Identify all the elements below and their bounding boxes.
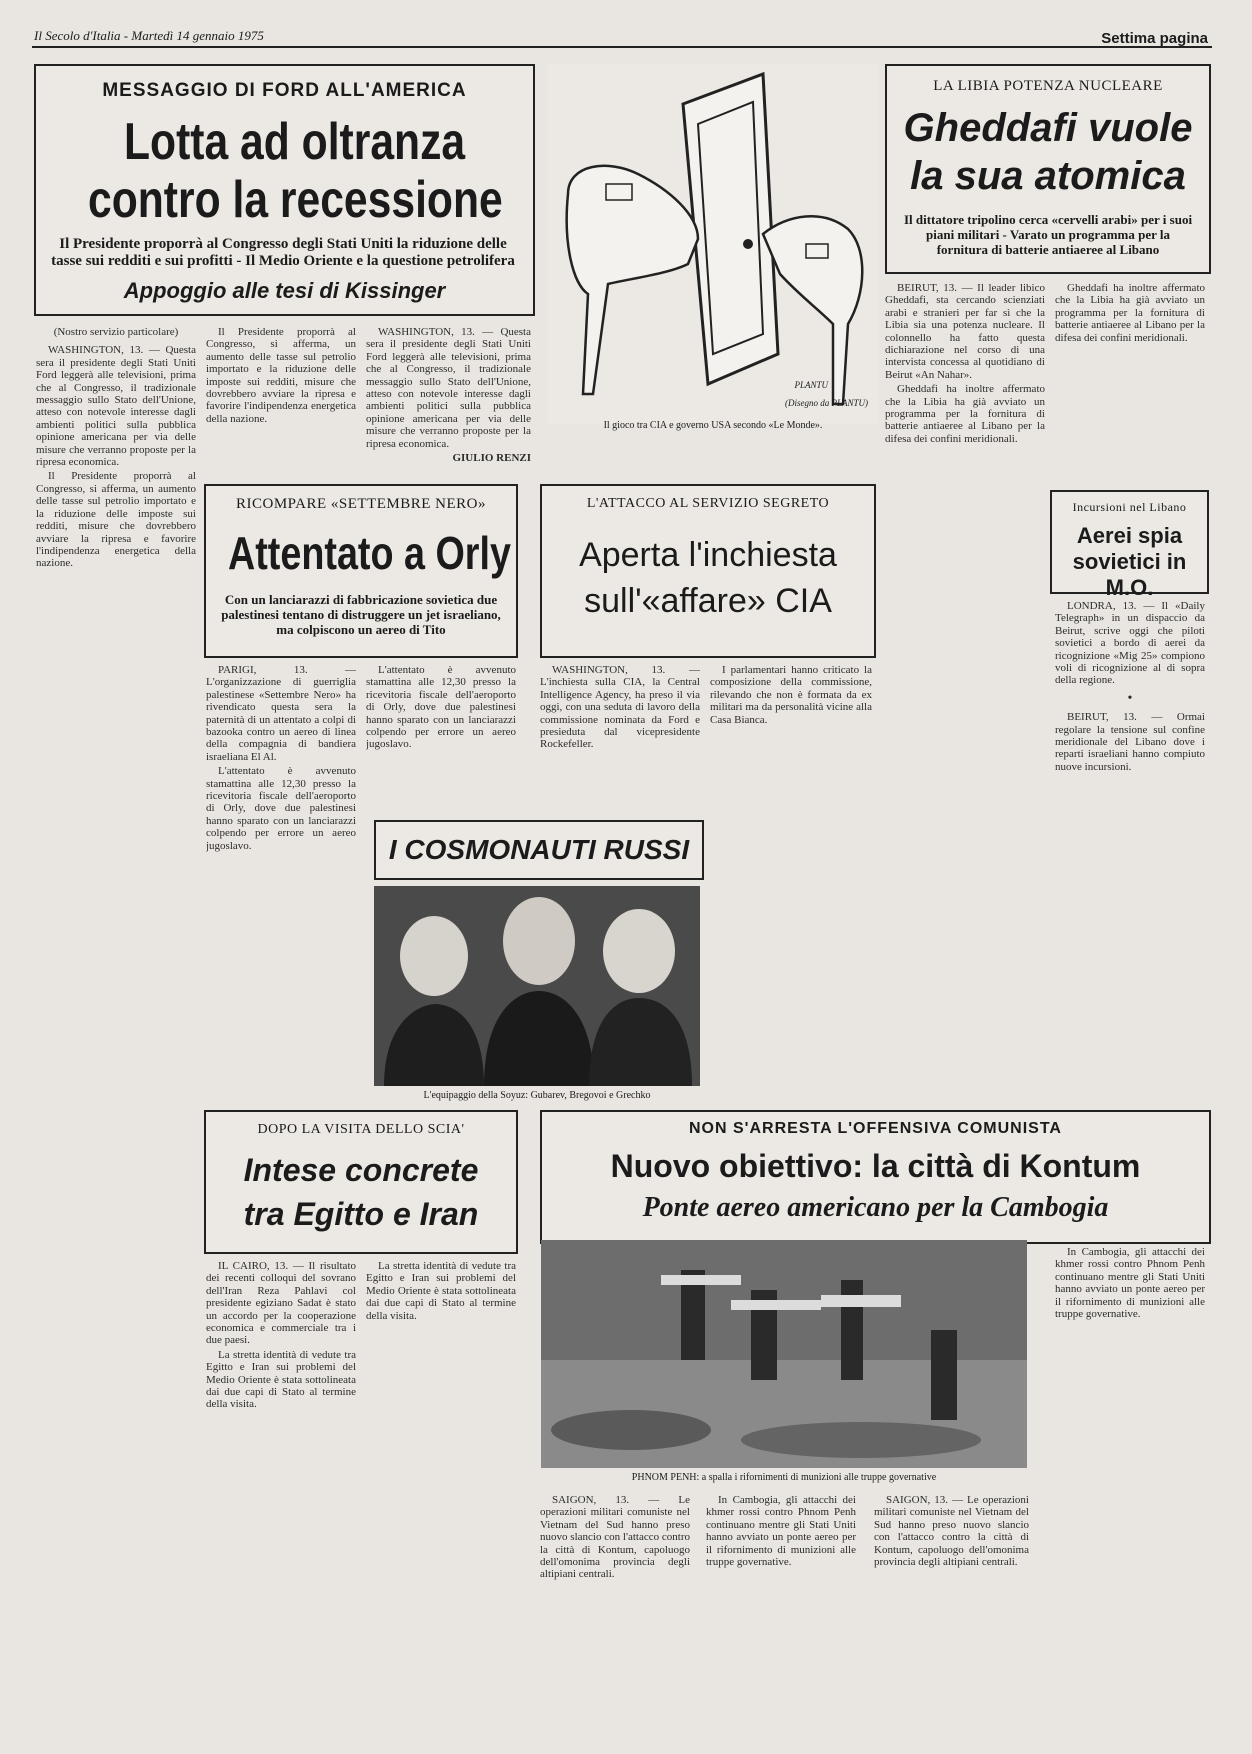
orly-headline-box [204, 484, 518, 658]
libia-headline-line2: la sua atomica [910, 154, 1186, 198]
cosmonauti-photo [374, 886, 700, 1086]
scia-paragraph: IL CAIRO, 13. — Il risultato dei recenti colloqui del sovrano dell'Iran Reza Pahlavi col presidente egiziano Sadat è stato un accordo per la cooperazione economica e commerciale tra i due paesi. [206, 1260, 356, 1347]
ford-body-col2 [206, 326, 356, 466]
ford-paragraph: Il Presidente proporrà al Congresso, si afferma, un aumento delle tasse sul petrolio importato e la riduzione delle imposte sui redditi, misure che dovrebbero avviare la ripresa e favorire l'indipendenza energetica della nazione. [206, 326, 356, 425]
cia-paragraph: I parlamentari hanno criticato la composizione della commissione, rilevando che non è formata da ex militari ma da personalità vicine alla Casa Bianca. [710, 664, 872, 726]
aerei-kicker: Incursioni nel Libano [1072, 500, 1187, 514]
cia-headline-box [540, 484, 876, 658]
masthead-page-label: Settima pagina [1101, 30, 1208, 47]
scia-body-col2 [366, 1260, 516, 1700]
ford-signature: GIULIO RENZI [452, 452, 531, 465]
cia-headline-line2: sull'«affare» CIA [584, 582, 832, 620]
libia-headline-box [885, 64, 1211, 274]
cartoon-credit: (Disegno da PLANTU) [785, 398, 868, 408]
orly-headline: Attentato a Orly [228, 527, 511, 579]
scia-paragraph: La stretta identità di vedute tra Egitto e Iran sui problemi del Medio Oriente è stata sottolineata dai due capi di Stato al termine della visita. [206, 1348, 356, 1411]
ford-body-col3 [366, 326, 531, 466]
kontum-subheadline: Ponte aereo americano per la Cambogia [642, 1192, 1109, 1223]
aerei-paragraph: LONDRA, 13. — Il «Daily Telegraph» in un dispaccio da Beirut, scrive oggi che piloti sovietici a bordo di aerei da ricognizione «Mig 25» compiono voli di ricognizione al di sopra della regione. [1055, 600, 1205, 687]
kontum-photo [541, 1240, 1027, 1468]
libia-kicker: LA LIBIA POTENZA NUCLEARE [933, 78, 1163, 94]
masthead-paper-name: Il Secolo d'Italia - Martedì 14 gennaio 1975 [34, 28, 264, 43]
kontum-body-col2 [706, 1494, 856, 1704]
ford-byline: (Nostro servizio particolare) [53, 326, 179, 338]
cia-paragraph: WASHINGTON, 13. — L'inchiesta sulla CIA, la Central Intelligence Agency, ha preso il via oggi, con una seduta di lavoro della commissione nominata da Ford e presieduta dal vicepresidente Rockefeller. [540, 664, 700, 751]
aerei-paragraph: BEIRUT, 13. — Ormai regolare la tensione sul confine meridionale del Libano dove i reparti israeliani hanno compiuto nuove incursioni. [1055, 711, 1205, 773]
libia-deck: Il dittatore tripolino cerca «cervelli arabi» per i suoi piani militari - Varato un programma per la fornitura di batterie antiaeree al Libano [903, 212, 1193, 257]
scia-headline-line1: Intese concrete [243, 1152, 479, 1188]
kontum-headline-box [540, 1110, 1211, 1244]
ford-kicker: MESSAGGIO DI FORD ALL'AMERICA [102, 80, 467, 101]
scia-body-col1 [206, 1260, 356, 1700]
cosmonauti-headline: I COSMONAUTI RUSSI [388, 834, 690, 865]
ford-headline-line2: contro la recessione [88, 171, 503, 229]
kontum-headline: Nuovo obiettivo: la città di Kontum [610, 1148, 1141, 1184]
scia-kicker: DOPO LA VISITA DELLO SCIA' [257, 1122, 465, 1137]
aerei-headline-line1: Aerei spia [1076, 523, 1183, 548]
cia-body-col2 [710, 664, 872, 1104]
aerei-headline-box [1050, 490, 1209, 600]
libia-body-col2 [1055, 282, 1205, 482]
kontum-caption: PHNOM PENH: a spalla i rifornimenti di munizioni alle truppe governative [631, 1472, 937, 1483]
libia-paragraph: Gheddafi ha inoltre affermato che la Libia ha già avviato un programma per la fornitura di batterie antiaeree al Libano per la difesa dei confini meridionali. [885, 383, 1045, 445]
cosmonauti-caption: L'equipaggio della Soyuz: Gubarev, Bregovoi e Grechko [423, 1090, 651, 1101]
aerei-headline-line2: sovietici in M.O. [1072, 549, 1187, 600]
cartoon-caption: Il gioco tra CIA e governo USA secondo «Le Monde». [603, 420, 823, 431]
aerei-separator-dot: • [1127, 690, 1133, 706]
ford-paragraph: WASHINGTON, 13. — Questa sera il presidente degli Stati Uniti Ford leggerà alle televisioni, prima che al Congresso, il tradizionale messaggio sullo Stato dell'Unione, atteso con notevole interesse dagli ambienti politici sulla pubblica opinione americana per via delle misure che verranno proposte per la ripresa economica. [366, 326, 531, 450]
ford-headline-box [34, 64, 535, 316]
cia-body-col1 [540, 664, 700, 784]
scia-headline-line2: tra Egitto e Iran [243, 1196, 479, 1232]
kontum-paragraph: SAIGON, 13. — Le operazioni militari comuniste nel Vietnam del Sud hanno preso nuovo slancio con l'attacco contro la città di Kontum, capoluogo dell'omonima provincia degli altipiani centrali. [540, 1494, 690, 1581]
kontum-body-col3 [1055, 1246, 1205, 1726]
kontum-body-col2b [874, 1494, 1029, 1704]
kontum-paragraph: In Cambogia, gli attacchi dei khmer rossi contro Phnom Penh continuano mentre gli Stati Uniti hanno avviato un ponte aereo per il rifornimento di munizioni alle truppe governative. [1055, 1246, 1205, 1321]
kontum-paragraph: In Cambogia, gli attacchi dei khmer rossi contro Phnom Penh continuano mentre gli Stati Uniti hanno avviato un ponte aereo per il rifornimento di munizioni alle truppe governative. [706, 1494, 856, 1569]
ford-paragraph: WASHINGTON, 13. — Questa sera il presidente degli Stati Uniti Ford leggerà alle televisioni, prima che al Congresso, il tradizionale messaggio sullo Stato dell'Unione, atteso con notevole interesse dagli ambienti politici sulla pubblica opinione americana per via delle misure che verranno proposte per la ripresa economica. [36, 344, 196, 469]
ford-body-col1 [36, 326, 196, 1566]
kontum-paragraph: SAIGON, 13. — Le operazioni militari comuniste nel Vietnam del Sud hanno preso nuovo slancio con l'attacco contro la città di Kontum, capoluogo dell'omonima provincia degli altipiani centrali. [874, 1494, 1029, 1569]
kontum-kicker: NON S'ARRESTA L'OFFENSIVA COMUNISTA [689, 1120, 1062, 1137]
ford-paragraph: Il Presidente proporrà al Congresso, si afferma, un aumento delle tasse sul petrolio importato e la riduzione delle imposte sui redditi, misure che dovrebbero avviare la ripresa e favorire l'indipendenza energetica della nazione. [36, 470, 196, 570]
scia-paragraph: La stretta identità di vedute tra Egitto e Iran sui problemi del Medio Oriente è stata sottolineata dai due capi di Stato al termine della visita. [366, 1260, 516, 1322]
orly-paragraph: L'attentato è avvenuto stamattina alle 12,30 presso la ricevitoria fiscale dell'aeroporto di Orly, dove due palestinesi hanno sparato con un lanciarazzi colpendo per errore un aereo jugoslavo. [366, 664, 516, 751]
orly-body-col1 [206, 664, 356, 1094]
cartoon-signature: PLANTU [794, 380, 828, 390]
cosmonauti-title-box [374, 820, 704, 880]
libia-paragraph: BEIRUT, 13. — Il leader libico Gheddafi, sta cercando scienziati arabi e stranieri per far sì che la Libia sia una potenza nucleare. Il colonnello ha fatto questa dichiarazione nel corso di una intervista concessa al quotidiano di Beirut «An Nahar». [885, 282, 1045, 381]
orly-paragraph: PARIGI, 13. — L'organizzazione di guerriglia palestinese «Settembre Nero» ha rivendicato questa sera la paternità di un attentato a colpi di bazooka contro un aereo di linea della compagnia di bandiera israeliana El Al. [206, 664, 356, 763]
orly-deck: Con un lanciarazzi di fabbricazione sovietica due palestinesi tentano di distruggere un jet israeliano, ma colpiscono un aereo di Tito [221, 592, 501, 637]
cia-cartoon [548, 64, 878, 444]
cia-kicker: L'ATTACCO AL SERVIZIO SEGRETO [586, 496, 830, 511]
libia-headline-line1: Gheddafi vuole [903, 106, 1193, 150]
orly-kicker: RICOMPARE «SETTEMBRE NERO» [236, 496, 486, 512]
ford-deck: Il Presidente proporrà al Congresso degli Stati Uniti la riduzione delle tasse sui redditi e sui profitti - Il Medio Oriente e la questione petrolifera [51, 236, 515, 269]
cia-headline-line1: Aperta l'inchiesta [579, 536, 837, 574]
cartoon-drawing [548, 64, 878, 424]
ford-subheadline: Appoggio alle tesi di Kissinger [123, 278, 446, 303]
orly-paragraph: L'attentato è avvenuto stamattina alle 12,30 presso la ricevitoria fiscale dell'aeroporto di Orly, dove due palestinesi hanno sparato con un lanciarazzi colpendo per errore un aereo jugoslavo. [206, 765, 356, 852]
kontum-body-col1 [540, 1494, 690, 1704]
libia-paragraph: Gheddafi ha inoltre affermato che la Libia ha già avviato un programma per la fornitura di batterie antiaeree al Libano per la difesa dei confini meridionali. [1055, 282, 1205, 344]
scia-headline-box [204, 1110, 518, 1254]
ford-headline-line1: Lotta ad oltranza [124, 113, 466, 171]
